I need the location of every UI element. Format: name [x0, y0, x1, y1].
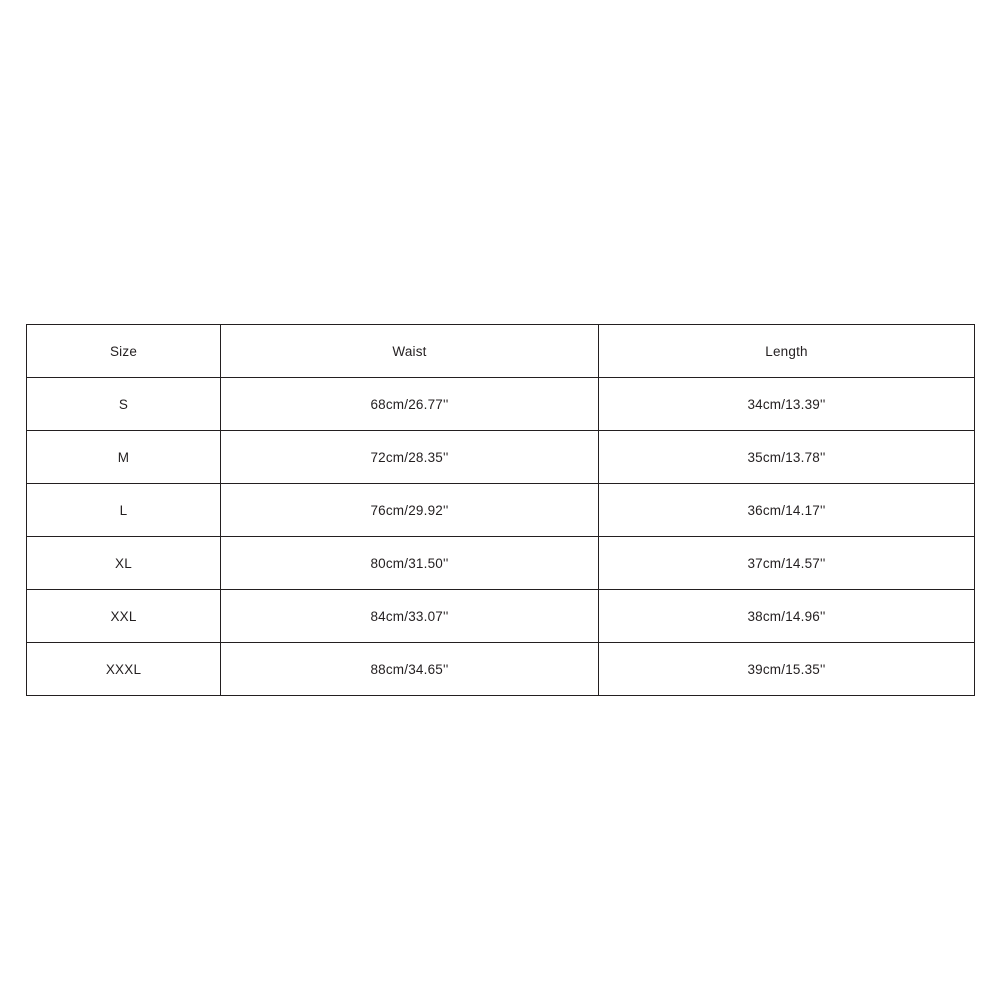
cell-waist: 88cm/34.65'': [221, 643, 599, 696]
cell-size: S: [27, 378, 221, 431]
size-chart-header: [27, 325, 975, 378]
size-chart-container: [26, 324, 974, 696]
table-row: [27, 590, 975, 643]
cell-length: 37cm/14.57'': [599, 537, 975, 590]
table-row: [27, 484, 975, 537]
table-row: [27, 431, 975, 484]
cell-size: XXL: [27, 590, 221, 643]
cell-length: 35cm/13.78'': [599, 431, 975, 484]
cell-waist: 72cm/28.35'': [221, 431, 599, 484]
cell-waist: 80cm/31.50'': [221, 537, 599, 590]
column-header-length: Length: [599, 325, 975, 378]
cell-waist: 68cm/26.77'': [221, 378, 599, 431]
table-row: [27, 378, 975, 431]
size-chart-table: [26, 324, 975, 696]
size-chart-body: [27, 378, 975, 696]
cell-size: M: [27, 431, 221, 484]
cell-size: XL: [27, 537, 221, 590]
cell-length: 36cm/14.17'': [599, 484, 975, 537]
column-header-size: Size: [27, 325, 221, 378]
cell-length: 39cm/15.35'': [599, 643, 975, 696]
cell-size: L: [27, 484, 221, 537]
cell-waist: 84cm/33.07'': [221, 590, 599, 643]
cell-length: 34cm/13.39'': [599, 378, 975, 431]
cell-waist: 76cm/29.92'': [221, 484, 599, 537]
cell-size: XXXL: [27, 643, 221, 696]
cell-length: 38cm/14.96'': [599, 590, 975, 643]
table-header-row: [27, 325, 975, 378]
table-row: [27, 643, 975, 696]
column-header-waist: Waist: [221, 325, 599, 378]
table-row: [27, 537, 975, 590]
